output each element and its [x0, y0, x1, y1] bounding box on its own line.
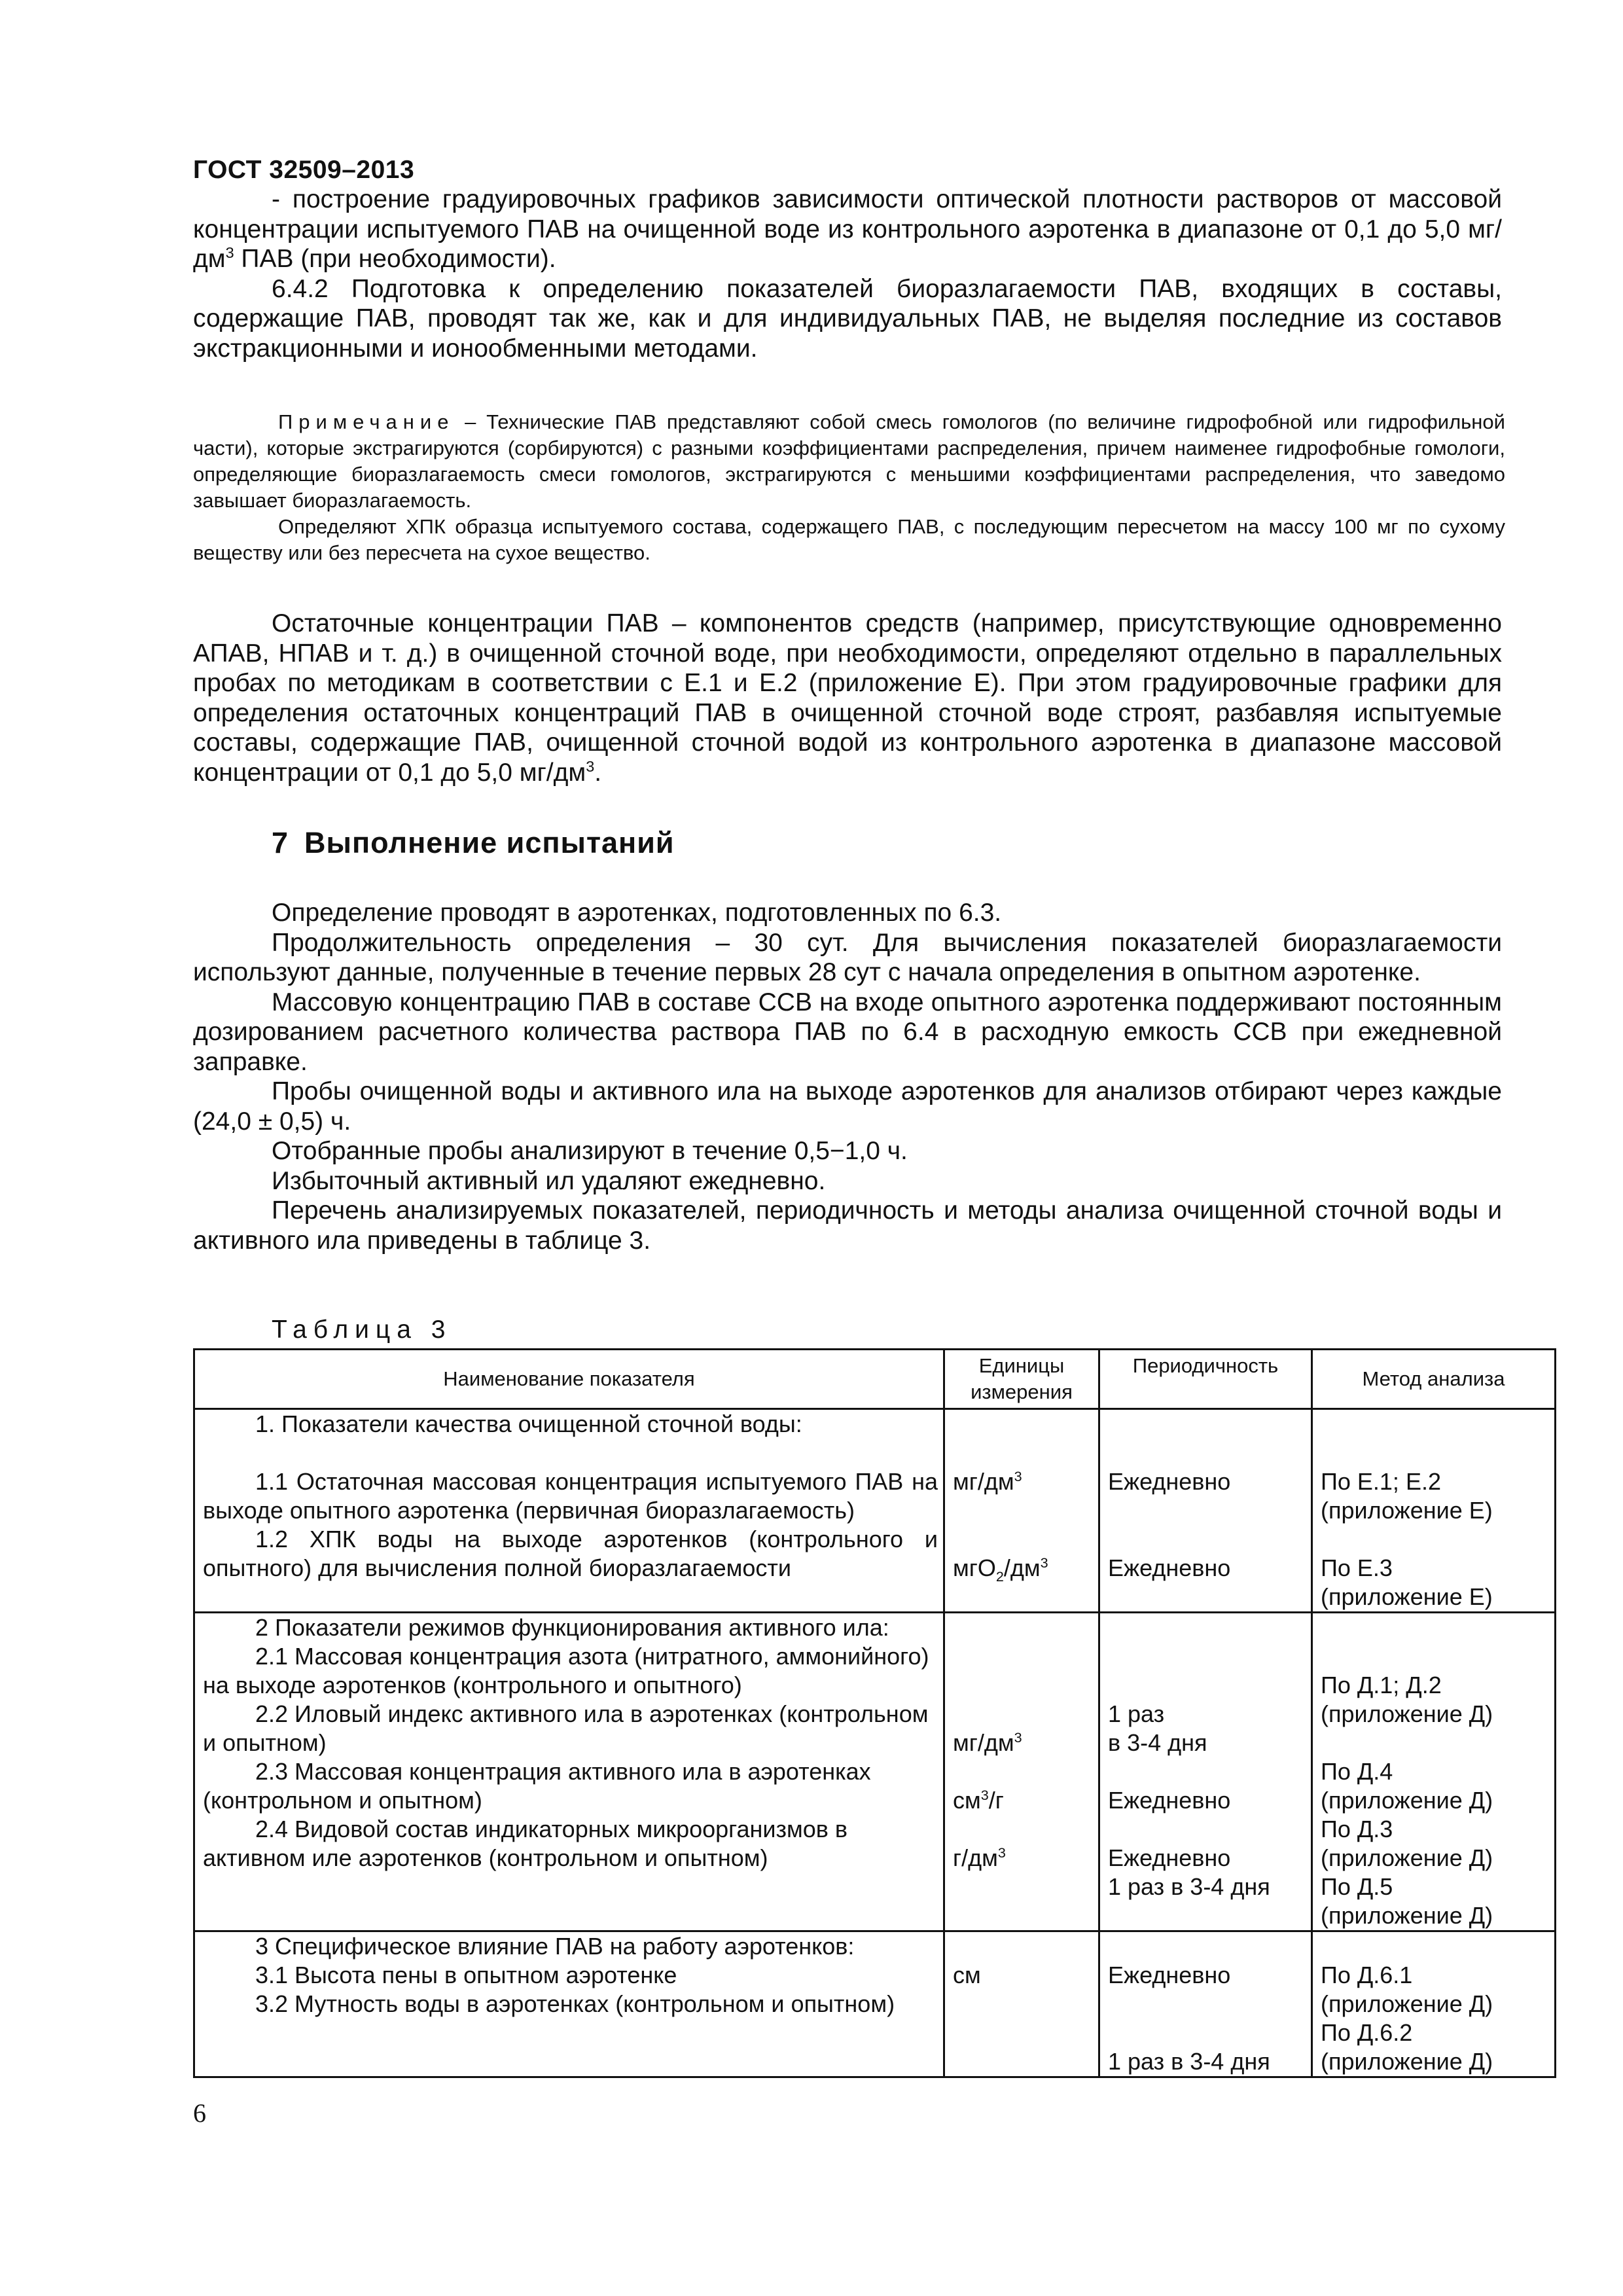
section-7-paragraph: Продолжительность определения – 30 сут. Для вычисления показателей биоразлагаемости используют данные, полученные в течение первых 28 сут с начала определения в опытном аэротенке. — [193, 928, 1502, 986]
row-2-1-method: По Д.1; Д.2 — [1321, 1672, 1442, 1698]
row-2-4-name: 2.4 Видовой состав индикаторных микроорганизмов в активном иле аэротенков (контрольном и опытном) — [203, 1816, 848, 1871]
note-paragraph-1 — [193, 409, 1505, 514]
section-7-paragraph: Пробы очищенной воды и активного ила на выходе аэротенков для анализов отбирают через каждые (24,0 ± 0,5) ч. — [193, 1077, 1502, 1136]
row-2-1-method: (приложение Д) — [1321, 1700, 1493, 1727]
table-header-row — [194, 1350, 1556, 1409]
section-1-title: 1. Показатели качества очищенной сточной воды: — [255, 1410, 802, 1437]
row-2-2-name: 2.2 Иловый индекс активного ила в аэротенках (контрольном и опытном) — [203, 1700, 929, 1756]
table-row — [194, 1409, 1556, 1613]
row-2-4-method: (приложение Д) — [1321, 1902, 1493, 1929]
unit-text: мг/дм — [953, 1729, 1014, 1756]
header-period: Периодичность — [1099, 1350, 1312, 1409]
row-2-4-method: По Д.5 — [1321, 1873, 1393, 1900]
table-cell — [194, 1409, 944, 1613]
row-2-1-name: 2.1 Массовая концентрация азота (нитратного, аммонийного) на выходе аэротенков (контрольного и опытного) — [203, 1643, 929, 1698]
intro-paragraph-1 — [193, 185, 1502, 274]
section-7-number: 7 — [272, 826, 289, 859]
row-3-1-method: (приложение Д) — [1321, 1990, 1493, 2017]
intro-p1-end: ПАВ (при необходимости). — [234, 245, 556, 273]
row-1-1-period: Ежедневно — [1108, 1468, 1231, 1495]
unit-text: см — [953, 1787, 981, 1814]
row-2-4-period: Ежедневно — [1108, 1844, 1231, 1871]
row-2-3-method: По Д.4 — [1321, 1758, 1393, 1785]
row-3-2-name: 3.2 Мутность воды в аэротенках (контрольном и опытном) — [255, 1990, 895, 2017]
row-1-2-name: 1.2 ХПК воды на выходе аэротенков (контрольного и опытного) для вычисления полной биоразлагаемости — [203, 1526, 938, 1581]
page-number: 6 — [193, 2098, 206, 2128]
note-paragraph-2: Определяют ХПК образца испытуемого состава, содержащего ПАВ, с последующим пересчетом на массу 100 мг по сухому веществу или без пересчета на сухое вещество. — [193, 515, 1505, 564]
residual-text: Остаточные концентрации ПАВ – компонентов средств (например, присутствующие одновременно АПАВ, НПАВ и т. д.) в очищенной сточной воде, при необходимости, определяют отдельно в параллельных пробах по методикам в соответствии с Е.1 и Е.2 (приложение Е). При этом градуировочные графики для определения остаточных концентраций ПАВ в очищенной сточной воде строят, разбавляя испытуемые составы, содержащие ПАВ, очищенной сточной водой из контрольного аэротенка в диапазоне массовой концентрации от 0,1 до 5,0 мг/дм — [193, 609, 1502, 787]
unit-sup: 3 — [1014, 1729, 1022, 1746]
unit-sub: 2 — [995, 1568, 1004, 1585]
row-2-3-name: 2.3 Массовая концентрация активного ила в аэротенках (контрольном и опытном) — [203, 1758, 871, 1814]
row-3-2-method: По Д.6.2 — [1321, 2019, 1413, 2046]
unit-sup: 3 — [1014, 1468, 1022, 1484]
unit-text: мг/дм — [953, 1468, 1014, 1495]
row-1-1-unit — [953, 1467, 1093, 1496]
note-label: Примечание — [278, 410, 455, 433]
section-3-title: 3 Специфическое влияние ПАВ на работу аэротенков: — [255, 1933, 855, 1960]
row-1-1-method: По Е.1; Е.2 (приложение Е) — [1321, 1468, 1493, 1524]
table-caption: Таблица 3 — [272, 1316, 452, 1344]
row-1-1-name: 1.1 Остаточная массовая концентрация испытуемого ПАВ на выходе опытного аэротенка (первичная биоразлагаемость) — [203, 1468, 938, 1524]
table-cell — [1312, 1931, 1556, 2077]
residual-block — [193, 609, 1502, 787]
unit-text: мгО — [953, 1554, 996, 1581]
header-method: Метод анализа — [1312, 1350, 1556, 1409]
table-row — [194, 1931, 1556, 2077]
row-1-2-unit — [953, 1554, 1093, 1583]
row-2-2-period: в 3-4 дня — [1108, 1729, 1207, 1756]
intro-p1-sup: 3 — [225, 244, 234, 261]
row-3-1-period: Ежедневно — [1108, 1962, 1231, 1988]
row-2-3-period: Ежедневно — [1108, 1787, 1231, 1814]
residual-paragraph — [193, 609, 1502, 787]
row-1-2-period: Ежедневно — [1108, 1554, 1231, 1581]
residual-sup: 3 — [586, 757, 595, 775]
unit-sup: 3 — [980, 1787, 989, 1803]
row-2-4-unit — [953, 1844, 1093, 1873]
table-3 — [193, 1348, 1556, 2078]
unit-text: /дм — [1003, 1554, 1041, 1581]
table-cell — [194, 1613, 944, 1931]
table-row — [194, 1613, 1556, 1931]
intro-paragraph-2: 6.4.2 Подготовка к определению показателей биоразлагаемости ПАВ, входящих в составы, содержащие ПАВ, проводят так же, как и для индивидуальных ПАВ, не выделяя последние из составов экстракционными и ионообменными методами. — [193, 274, 1502, 363]
row-2-3-method: (приложение Д) — [1321, 1787, 1493, 1814]
section-7-paragraph: Массовую концентрацию ПАВ в составе ССВ на входе опытного аэротенка поддерживают постоянным дозированием расчетного количества раствора ПАВ по 6.4 в расходную емкость ССВ при ежедневной заправке. — [193, 988, 1502, 1076]
header-units: Единицы измерения — [944, 1350, 1099, 1409]
section-7-paragraph: Избыточный активный ил удаляют ежедневно. — [272, 1166, 826, 1195]
intro-block — [193, 185, 1502, 363]
unit-text: г/дм — [953, 1844, 998, 1871]
residual-end: . — [594, 758, 602, 787]
section-2-title: 2 Показатели режимов функционирования активного ила: — [255, 1614, 889, 1641]
row-2-2-unit — [953, 1729, 1093, 1757]
table-cell — [944, 1931, 1099, 2077]
table-cell — [1099, 1931, 1312, 2077]
table-cell — [944, 1613, 1099, 1931]
row-2-4-period: 1 раз в 3-4 дня — [1108, 1873, 1270, 1900]
section-7-paragraph: Определение проводят в аэротенках, подготовленных по 6.3. — [272, 899, 1002, 927]
row-3-1-unit: см — [953, 1962, 981, 1988]
row-2-4-method: (приложение Д) — [1321, 1844, 1493, 1871]
note-block — [193, 409, 1505, 566]
section-7-paragraph: Отобранные пробы анализируют в течение 0,5−1,0 ч. — [272, 1137, 908, 1165]
unit-sup: 3 — [997, 1844, 1006, 1861]
row-3-2-method: (приложение Д) — [1321, 2048, 1493, 2075]
intro-p1-text: - построение градуировочных графиков зависимости оптической плотности растворов от массовой концентрации испытуемого ПАВ на очищенной воде из контрольного аэротенка в диапазоне от 0,1 до 5,0 мг/дм — [193, 185, 1502, 273]
header-name: Наименование показателя — [194, 1350, 944, 1409]
unit-text: /г — [988, 1787, 1004, 1814]
table-cell — [194, 1931, 944, 2077]
table-cell — [944, 1409, 1099, 1613]
row-1-2-method: (приложение Е) — [1321, 1583, 1493, 1610]
row-2-3-unit — [953, 1786, 1093, 1815]
table-cell — [1312, 1613, 1556, 1931]
row-2-2-period: 1 раз — [1108, 1700, 1165, 1727]
table-cell — [1312, 1409, 1556, 1613]
note-text-1: – Технические ПАВ представляют собой смесь гомологов (по величине гидрофобной или гидрофильной части), которые экстрагируются (сорбируются) с разными коэффициентами распределения, причем наименее гидрофобные гомологи, определяющие биоразлагаемость смеси гомологов, экстрагируются с меньшими коэффициентами распределения, что заведомо завышает биоразлагаемость. — [193, 410, 1505, 512]
section-7-paragraph: Перечень анализируемых показателей, периодичность и методы анализа очищенной сточной воды и активного ила приведены в таблице 3. — [193, 1196, 1502, 1255]
row-1-2-method: По Е.3 — [1321, 1554, 1393, 1581]
document-header: ГОСТ 32509–2013 — [193, 156, 415, 184]
row-3-1-method: По Д.6.1 — [1321, 1962, 1413, 1988]
row-3-1-name: 3.1 Высота пены в опытном аэротенке — [255, 1962, 677, 1988]
table-cell — [1099, 1613, 1312, 1931]
row-3-2-period: 1 раз в 3-4 дня — [1108, 2048, 1270, 2075]
section-7-body — [193, 898, 1502, 1255]
table-cell — [1099, 1409, 1312, 1613]
section-7-heading — [272, 826, 675, 860]
section-7-title: Выполнение испытаний — [304, 826, 675, 859]
row-2-4-method: По Д.3 — [1321, 1816, 1393, 1842]
unit-sup: 3 — [1040, 1554, 1048, 1571]
